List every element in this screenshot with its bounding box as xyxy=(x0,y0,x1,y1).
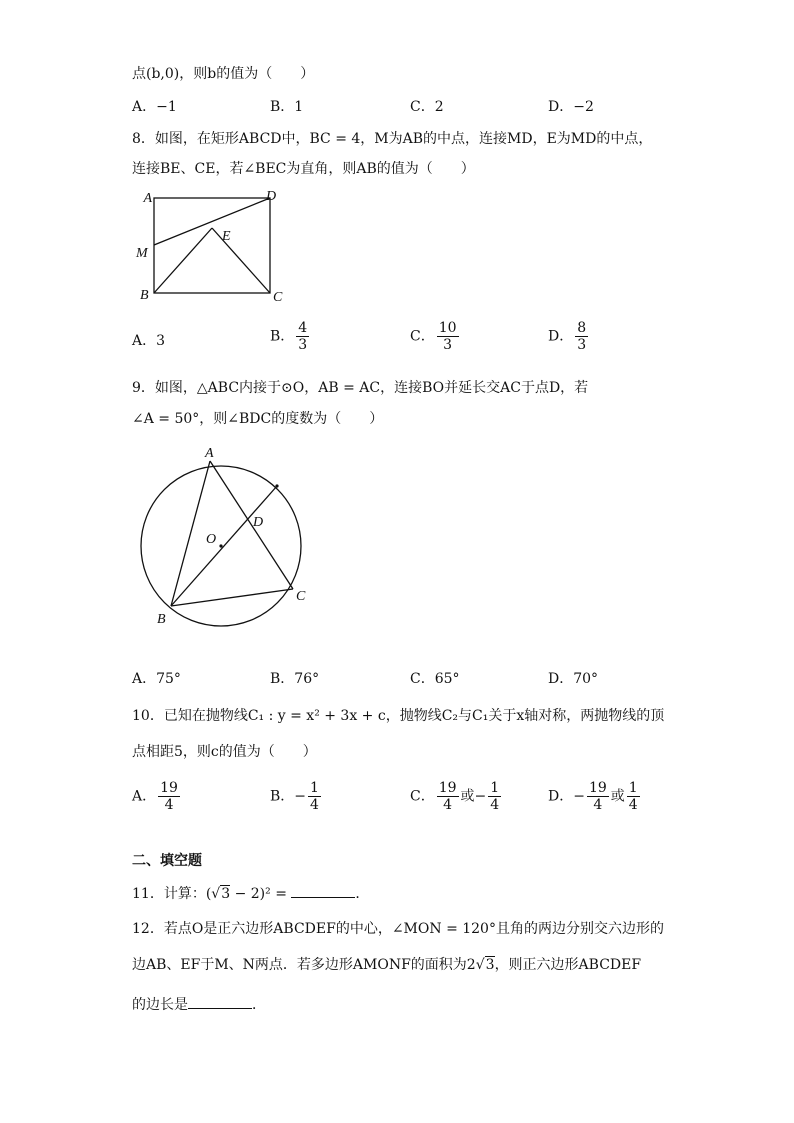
numerator: 19 xyxy=(160,780,178,796)
q9-circle-figure xyxy=(130,440,330,635)
q7-line: 点(b,0)，则b的值为（ ） xyxy=(132,66,315,82)
q11-end: ． xyxy=(355,886,370,902)
q7-option-c: C．2 xyxy=(410,99,444,115)
q8-label-m: M xyxy=(136,246,148,261)
q7-option-b: B．1 xyxy=(270,99,304,115)
q10-option-c-fraction2 xyxy=(488,780,501,813)
q8-option-c xyxy=(410,320,461,353)
q8-line2: 连接BE、CE，若∠BEC为直角，则AB的值为（ ） xyxy=(132,161,475,177)
q12-answer-blank[interactable] xyxy=(188,994,252,1009)
q10-line1: 10．已知在抛物线C₁ : y = x² + 3x + c，抛物线C₂与C₁关于x轴对称，两抛物线的顶 xyxy=(132,708,665,724)
q8-label-e: E xyxy=(222,229,231,244)
q10-option-c-connector: 或− xyxy=(460,788,487,805)
denominator: 3 xyxy=(443,337,453,353)
denominator: 4 xyxy=(310,797,319,813)
q9-option-a: A．75° xyxy=(132,671,181,687)
q8-option-b-fraction xyxy=(296,320,309,353)
q9-line2: ∠A = 50°，则∠BDC的度数为（ ） xyxy=(132,411,384,427)
q10-option-a-fraction xyxy=(158,780,180,813)
q10-line2: 点相距5，则c的值为（ ） xyxy=(132,744,317,760)
denominator: 4 xyxy=(628,797,638,813)
q8-option-a: A．3 xyxy=(132,333,166,349)
q9-label-c: C xyxy=(296,589,306,604)
q12-line2-part-a: 边AB、EF于M、N两点．若多边形AMONF的面积为2 xyxy=(132,957,476,973)
q11-prefix: 11．计算：( xyxy=(132,886,212,902)
q7-option-a: A．−1 xyxy=(132,99,177,115)
q10-option-d-prefix: D．− xyxy=(548,788,585,805)
q9-label-o: O xyxy=(206,532,217,547)
numerator: 1 xyxy=(490,780,500,796)
q10-option-a-prefix: A． xyxy=(132,788,157,805)
q10-option-d xyxy=(548,780,642,813)
denominator: 3 xyxy=(577,337,587,353)
denominator: 4 xyxy=(443,797,453,813)
q10-option-d-fraction1 xyxy=(587,780,609,813)
q10-option-a xyxy=(132,780,182,813)
q11-radicand: 3 xyxy=(221,886,231,902)
q9-label-a: A xyxy=(205,446,214,461)
numerator: 8 xyxy=(577,320,587,336)
q8-option-b-prefix: B． xyxy=(270,328,295,345)
q10-option-d-connector: 或 xyxy=(610,788,625,805)
numerator: 1 xyxy=(310,780,319,796)
q8-label-a: A xyxy=(143,191,152,206)
q8-option-d-fraction xyxy=(575,320,588,353)
q10-option-c-fraction1 xyxy=(437,780,459,813)
q8-option-d-prefix: D． xyxy=(548,328,574,345)
q8-option-d xyxy=(548,320,590,353)
q8-rectangle-figure xyxy=(130,188,300,308)
q8-line1: 8．如图，在矩形ABCD中，BC = 4，M为AB的中点，连接MD，E为MD的中点， xyxy=(132,131,653,147)
numerator: 19 xyxy=(588,780,607,796)
q12-line2: 边AB、EF于M、N两点．若多边形AMONF的面积为2√3，则正六边形ABCDEF xyxy=(132,957,642,973)
q12-end: ． xyxy=(252,997,266,1013)
q8-option-c-fraction xyxy=(437,320,459,353)
q9-option-d: D．70° xyxy=(548,671,599,687)
denominator: 4 xyxy=(593,797,603,813)
q12-line3 xyxy=(132,994,266,1015)
section-title: 二、填空题 xyxy=(132,853,202,869)
q10-option-b xyxy=(270,780,323,813)
q10-option-c-prefix: C． xyxy=(410,788,435,805)
q10-option-d-fraction2 xyxy=(627,780,640,813)
q11-answer-blank[interactable] xyxy=(291,883,355,898)
q12-line2-part-b: ，则正六边形ABCDEF xyxy=(494,957,642,973)
q12-radicand: 3 xyxy=(485,957,495,973)
q12-line1: 12．若点O是正六边形ABCDEF的中心，∠MON = 120°且角的两边分别交六边形的 xyxy=(132,921,664,937)
q8-label-d: D xyxy=(266,189,277,204)
q8-option-c-prefix: C． xyxy=(410,328,435,345)
q10-option-b-prefix: B．− xyxy=(270,788,307,805)
q12-line3-text: 的边长是 xyxy=(132,997,188,1013)
q9-option-b: B．76° xyxy=(270,671,320,687)
q9-label-b: B xyxy=(157,612,166,627)
denominator: 4 xyxy=(490,797,500,813)
numerator: 19 xyxy=(438,780,457,796)
q7-option-d: D．−2 xyxy=(548,99,594,115)
numerator: 10 xyxy=(438,320,457,336)
denominator: 4 xyxy=(164,797,174,813)
q9-option-c: C．65° xyxy=(410,671,460,687)
q9-label-d: D xyxy=(253,515,264,530)
numerator: 1 xyxy=(628,780,638,796)
q8-label-c: C xyxy=(273,290,283,305)
q11-line: 11．计算：(√3 − 2)² = ． xyxy=(132,883,369,904)
denominator: 3 xyxy=(298,337,308,353)
q11-suffix: − 2)² = xyxy=(230,886,287,902)
q10-option-b-fraction xyxy=(308,780,321,813)
numerator: 4 xyxy=(298,320,308,336)
q10-option-c xyxy=(410,780,503,813)
q8-label-b: B xyxy=(140,288,149,303)
q9-line1: 9．如图，△ABC内接于⊙O，AB = AC，连接BO并延长交AC于点D，若 xyxy=(132,380,589,396)
q8-option-b xyxy=(270,320,311,353)
